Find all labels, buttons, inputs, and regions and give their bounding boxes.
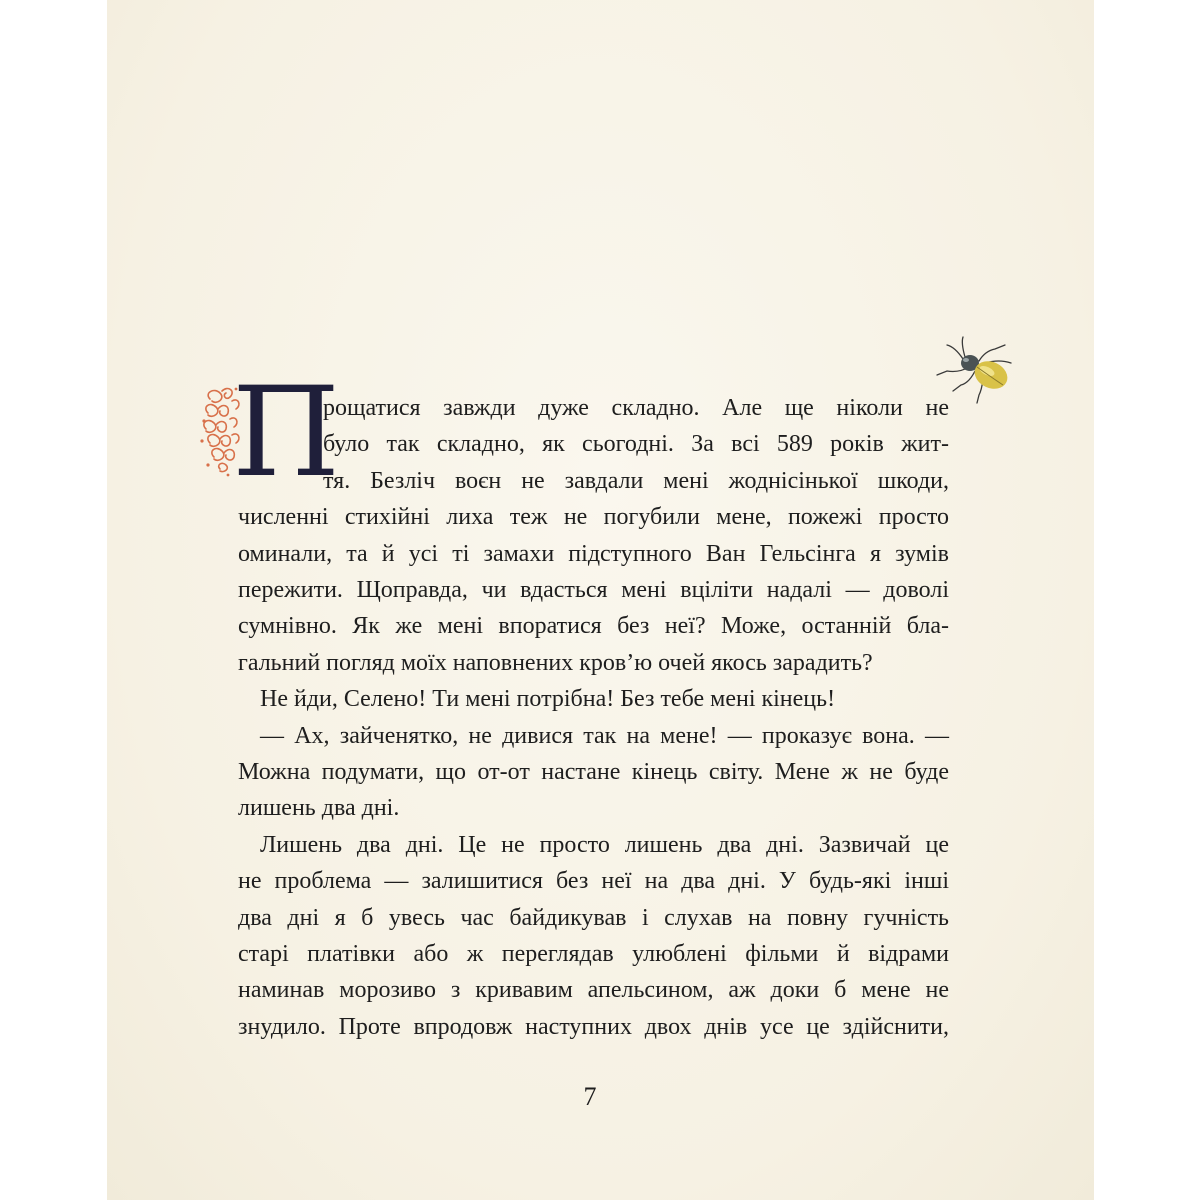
text-run: — Ах, зайченятко, не дивися так на мене! — проказує вона. —	[260, 722, 949, 749]
text-line	[238, 1009, 949, 1045]
text-line	[238, 536, 949, 572]
text-line	[238, 754, 949, 790]
text-line	[238, 608, 949, 644]
text-line	[238, 790, 949, 826]
page-number: 7	[583, 1082, 597, 1111]
text-line	[323, 463, 949, 499]
text-line	[323, 426, 949, 462]
text-run: не проблема — залишитися без неї на два дні. У будь-які інші	[238, 868, 949, 895]
text-line	[238, 900, 949, 936]
text-run: численні стихійні лиха теж не погубили мене, пожежі просто	[238, 504, 949, 531]
text-line	[238, 572, 949, 608]
text-line	[238, 863, 949, 899]
dropcap-letter: П	[232, 361, 341, 505]
text-run: два дні. Зазвичай це	[702, 831, 949, 858]
text-run: рощатися завжди дуже складно. Але ще ніколи не	[323, 395, 949, 421]
text-run: було так складно, як сьогодні. За всі 589 років жит-	[323, 431, 949, 458]
text-line	[260, 718, 949, 754]
text-run: наминав морозиво з кривавим апельсином, аж доки б мене не	[238, 977, 949, 1004]
text-run: два дні я б увесь час байдикував і слухав на повну гучність	[238, 904, 949, 931]
text-run: сумнівно. Як же мені впоратися без неї? Може, останній бла-	[238, 613, 949, 640]
text-line	[238, 499, 949, 535]
text-line	[238, 972, 949, 1008]
text-run: тя. Безліч воєн не завдали мені жоднісінької шкоди,	[323, 467, 949, 494]
italic-text: Лишень	[260, 831, 343, 858]
text-line	[260, 827, 949, 863]
text-run: пережити. Щоправда, чи вдасться мені вціліти надалі — доволі	[238, 577, 949, 603]
text-run: лишень два дні.	[238, 795, 400, 822]
italic-text: Не йди, Селено! Ти мені потрібна! Без тебе мені кінець!	[260, 686, 836, 713]
text-run: оминали, та й усі ті замахи підступного Ван Гельсінга я зумів	[238, 540, 949, 567]
text-run: знудило. Проте впродовж наступних двох днів усе це здійснити,	[238, 1013, 949, 1040]
text-run: старі платівки або ж переглядав улюблені фільми й відрами	[238, 941, 949, 967]
text-line	[260, 681, 949, 717]
text-line	[238, 645, 949, 681]
italic-text: лишень	[624, 831, 703, 858]
text-run: Можна подумати, що от-от настане кінець світу. Мене ж не буде	[238, 759, 949, 785]
text-run: гальний погляд моїх наповнених кров’ю очей якось зарадить?	[238, 649, 873, 676]
text-line	[323, 390, 949, 426]
text-run: два дні. Це не просто	[342, 831, 625, 858]
text-line	[238, 936, 949, 972]
body-text	[238, 0, 949, 1200]
